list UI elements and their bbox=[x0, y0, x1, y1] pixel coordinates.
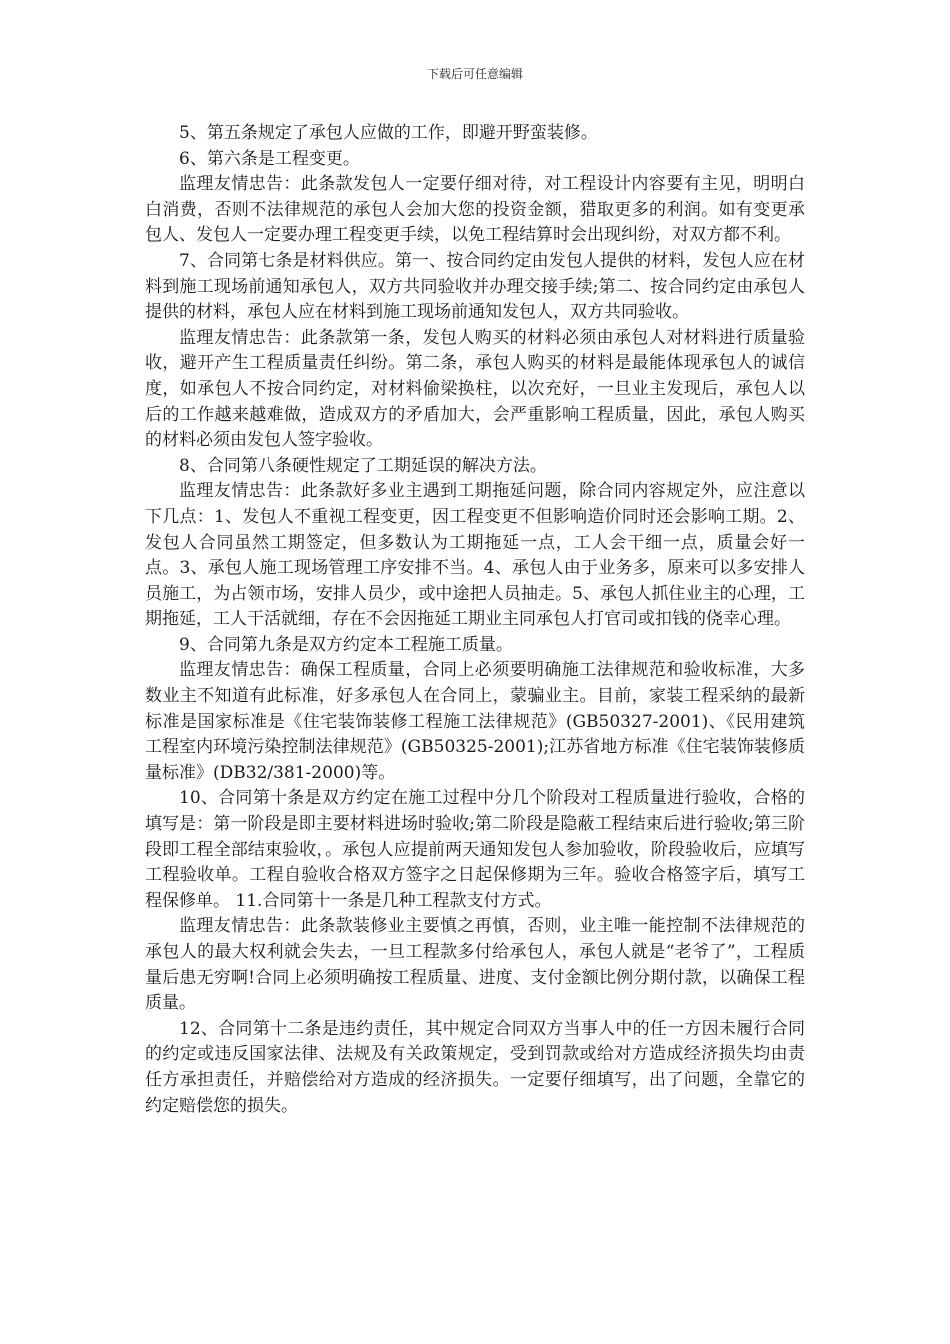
paragraph-item-9: 9、合同第九条是双方约定本工程施工质量。 bbox=[179, 634, 513, 655]
paragraph-advice-payment: 监理友情忠告：此条款装修业主要慎之再慎，否则，业主唯一能控制不法律规范的承包人的最大权利就会失去，一旦工程款多付给承包人，承包人就是“老爷了”，工程质量后患无穷啊!合同上必须明确按工程质量、进度、支付金额比例分期付款，以确保工程质量。 bbox=[145, 916, 805, 1014]
paragraph-advice-materials: 监理友情忠告：此条款第一条，发包人购买的材料必须由承包人对材料进行质量验收，避开产生工程质量责任纠纷。第二条，承包人购买的材料是最能体现承包人的诚信度，如承包人不按合同约定，对材料偷梁换柱，以次充好，一旦业主发现后，承包人以后的工作越来越难做，造成双方的矛盾加大，会严重影响工程质量，因此，承包人购买的材料必须由发包人签字验收。 bbox=[145, 327, 805, 451]
paragraph-item-6: 6、第六条是工程变更。 bbox=[179, 148, 360, 169]
document-body bbox=[145, 121, 805, 1119]
paragraph-item-10: 10、合同第十条是双方约定在施工过程中分几个阶段对工程质量进行验收，合格的填写是：第一阶段是即主要材料进场时验收;第二阶段是隐蔽工程结束后进行验收;第三阶段即工程全部结束验收，。承包人应提前两天通知发包人参加验收，阶段验收后，应填写工程验收单。工程自验收合格双方签字之日起保修期为三年。验收合格签字后，填写工程保修单。 11.合同第十一条是几种工程款支付方式。 bbox=[145, 788, 805, 911]
paragraph-advice-delay: 监理友情忠告：此条款好多业主遇到工期拖延问题，除合同内容规定外，应注意以下几点：1、发包人不重视工程变更，因工程变更不但影响造价同时还会影响工期。2、发包人合同虽然工期签定，但多数认为工期拖延一点，工人会干细一点，质量会好一点。3、承包人施工现场管理工序安排不当。4、承包人由于业务多，原来可以多安排人员施工，为占领市场，安排人员少，或中途把人员抽走。5、承包人抓住业主的心理，工期拖延，工人干活就细，存在不会因拖延工期业主同承包人打官司或扣钱的侥幸心理。 bbox=[145, 481, 805, 630]
paragraph-item-12: 12、合同第十二条是违约责任，其中规定合同双方当事人中的任一方因未履行合同的约定或违反国家法律、法规及有关政策规定，受到罚款或给对方造成经济损失均由责任方承担责任，并赔偿给对方造成的经济损失。一定要仔细填写，出了问题，全靠它的约定赔偿您的损失。 bbox=[145, 1018, 805, 1116]
paragraph-item-8: 8、合同第八条硬性规定了工期延误的解决方法。 bbox=[179, 455, 547, 476]
paragraph-advice-change: 监理友情忠告：此条款发包人一定要仔细对待，对工程设计内容要有主见，明明白白消费，否则不法律规范的承包人会加大您的投资金额，猎取更多的利润。如有变更承包人、发包人一定要办理工程变更手续，以免工程结算时会出现纠纷，对双方都不利。 bbox=[145, 174, 805, 246]
page-header: 下载后可任意编辑 bbox=[426, 67, 523, 81]
paragraph-item-7: 7、合同第七条是材料供应。第一、按合同约定由发包人提供的材料，发包人应在材料到施工现场前通知承包人，双方共同验收并办理交接手续;第二、按合同约定由承包人提供的材料，承包人应在材料到施工现场前通知发包人，双方共同验收。 bbox=[145, 250, 805, 323]
paragraph-advice-quality: 监理友情忠告：确保工程质量，合同上必须要明确施工法律规范和验收标准，大多数业主不知道有此标准，好多承包人在合同上，蒙骗业主。目前，家装工程采纳的最新标准是国家标准是《住宅装饰装修工程施工法律规范》(GB50327-2001)、《民用建筑工程室内环境污染控制法律规范》(GB50325-2001);江苏省地方标准《住宅装饰装修质量标准》(DB32/381-2000)等。 bbox=[145, 660, 805, 783]
paragraph-item-5: 5、第五条规定了承包人应做的工作，即避开野蛮装修。 bbox=[179, 123, 598, 143]
